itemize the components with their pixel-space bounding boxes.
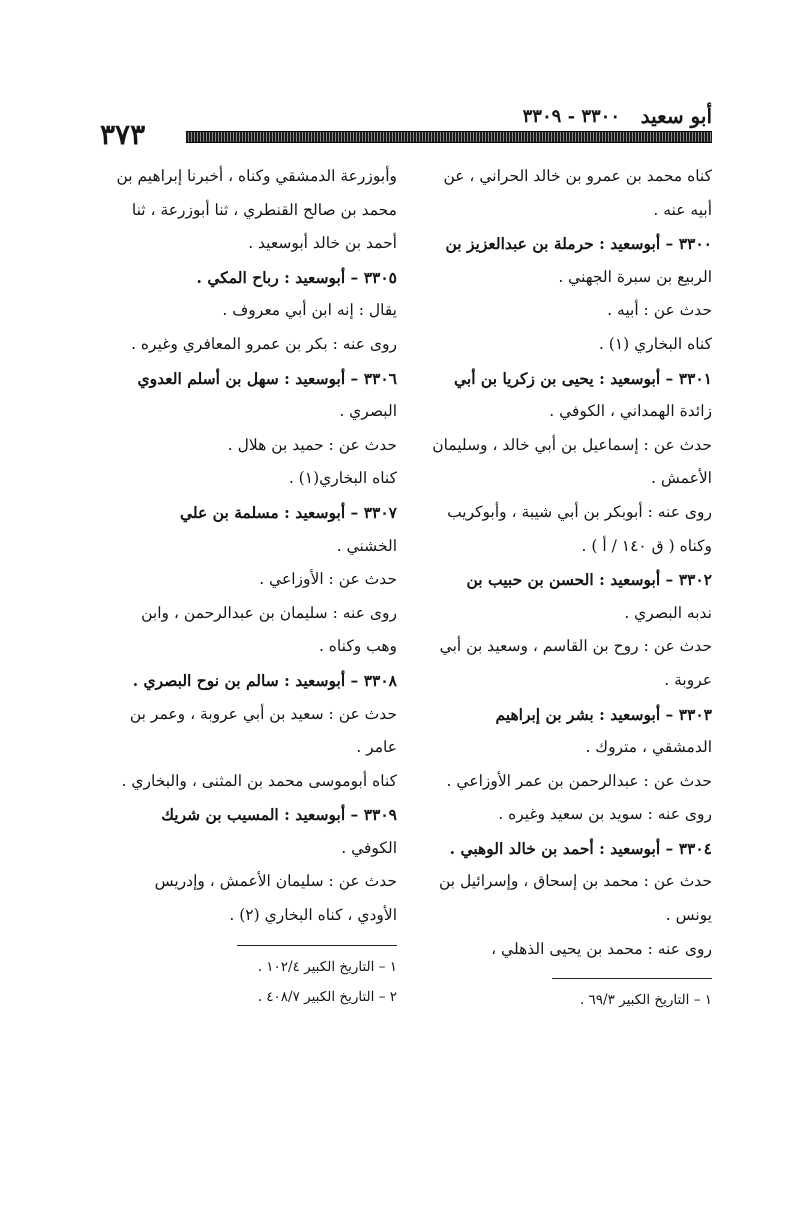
entry-heading: ٣٣٠٧ – أبوسعيد : مسلمة بن علي <box>179 502 397 522</box>
footnote: ١ – التاريخ الكبير ١٠٢/٤ . <box>257 958 397 975</box>
text-line: الأعمش . <box>651 469 712 488</box>
text-line: حدث عن : أبيه . <box>607 301 712 320</box>
entry-heading: ٣٣٠٦ – أبوسعيد : سهل بن أسلم العدوي <box>137 368 397 388</box>
text-line: وأبوزرعة الدمشقي وكناه ، أخبرنا إبراهيم بن <box>116 167 397 185</box>
text-line: عامر . <box>356 738 397 757</box>
footnote: ١ – التاريخ الكبير ٦٩/٣ . <box>579 992 712 1009</box>
text-line: عروبة . <box>664 670 712 689</box>
entry-heading: ٣٣٠٨ – أبوسعيد : سالم بن نوح البصري . <box>132 670 397 690</box>
text-line: البصري . <box>339 402 397 421</box>
entry-heading: ٣٣٠٣ – أبوسعيد : بشر بن إبراهيم <box>495 704 712 724</box>
text-line: روى عنه : سليمان بن عبدالرحمن ، وابن <box>141 603 397 622</box>
text-line: حدث عن : سعيد بن أبي عروبة ، وعمر بن <box>129 704 397 723</box>
left-column-body <box>107 160 397 933</box>
text-line: حدث عن : إسماعيل بن أبي خالد ، وسليمان <box>432 435 712 454</box>
text-line: كناه محمد بن عمرو بن خالد الحراني ، عن <box>443 167 712 185</box>
text-line: الأودي ، كناه البخاري (٢) . <box>229 906 397 925</box>
text-line: زائدة الهمداني ، الكوفي . <box>549 402 712 421</box>
running-header <box>100 104 712 151</box>
entry-heading: ٣٣٠٢ – أبوسعيد : الحسن بن حبيب بن <box>466 570 712 590</box>
text-line: حدث عن : سليمان الأعمش ، وإدريس <box>154 872 397 891</box>
text-line: حدث عن : الأوزاعي . <box>259 570 397 589</box>
footnote-rule <box>552 978 712 979</box>
text-line: الكوفي . <box>341 838 397 857</box>
right-column-body <box>424 160 712 966</box>
entry-heading: ٣٣٠١ – أبوسعيد : يحيى بن زكريا بن أبي <box>454 368 712 388</box>
text-line: حدث عن : حميد بن هلال . <box>227 435 397 454</box>
text-line: أبيه عنه . <box>653 200 712 219</box>
entry-heading: ٣٣٠٠ – أبوسعيد : حرملة بن عبدالعزيز بن <box>445 234 712 254</box>
text-line: روى عنه : أبوبكر بن أبي شيبة ، وأبوكريب <box>447 502 712 521</box>
entry-heading: ٣٣٠٩ – أبوسعيد : المسيب بن شريك <box>161 805 397 825</box>
footnote: ٢ – التاريخ الكبير ٤٠٨/٧ . <box>257 988 397 1005</box>
text-line: روى عنه : بكر بن عمرو المعافري وغيره . <box>131 334 397 353</box>
text-line: وهب وكناه . <box>318 637 397 656</box>
text-line: روى عنه : سويد بن سعيد وغيره . <box>498 805 712 824</box>
footnote-rule <box>237 945 397 946</box>
entry-heading: ٣٣٠٤ – أبوسعيد : أحمد بن خالد الوهبي . <box>449 838 712 858</box>
right-footnotes <box>424 985 712 1015</box>
running-title: أبو سعيد <box>640 104 712 128</box>
left-column <box>107 160 397 1012</box>
text-line: حدث عن : عبدالرحمن بن عمر الأوزاعي . <box>446 771 712 790</box>
page-number: ٣٧٣ <box>100 118 146 151</box>
entry-range: ٣٣٠٠ - ٣٣٠٩ <box>522 106 620 127</box>
text-line: يونس . <box>665 906 712 925</box>
text-line: أحمد بن خالد أبوسعيد . <box>248 234 397 253</box>
right-column <box>424 160 712 1015</box>
entry-heading: ٣٣٠٥ – أبوسعيد : رباح المكي . <box>196 267 397 287</box>
text-line: ندبه البصري . <box>624 603 712 622</box>
text-line: الخشني . <box>336 536 397 555</box>
left-footnotes <box>107 952 397 1012</box>
text-line: محمد بن صالح القنطري ، ثنا أبوزرعة ، ثنا <box>131 200 397 219</box>
text-line: كناه أبوموسى محمد بن المثنى ، والبخاري . <box>121 771 397 790</box>
text-line: الدمشقي ، متروك . <box>585 738 712 757</box>
text-line: وكناه ( ق ١٤٠ / أ ) . <box>581 536 712 555</box>
text-line: حدث عن : روح بن القاسم ، وسعيد بن أبي <box>439 637 712 656</box>
text-line: حدث عن : محمد بن إسحاق ، وإسرائيل بن <box>438 872 712 891</box>
text-line: الربيع بن سبرة الجهني . <box>558 267 712 286</box>
header-rule <box>186 131 712 143</box>
text-line: كناه البخاري (١) . <box>598 334 712 353</box>
text-line: كناه البخاري(١) . <box>288 469 397 488</box>
text-line: يقال : إنه ابن أبي معروف . <box>222 301 397 320</box>
text-line: روى عنه : محمد بن يحيى الذهلي ، <box>491 939 712 958</box>
